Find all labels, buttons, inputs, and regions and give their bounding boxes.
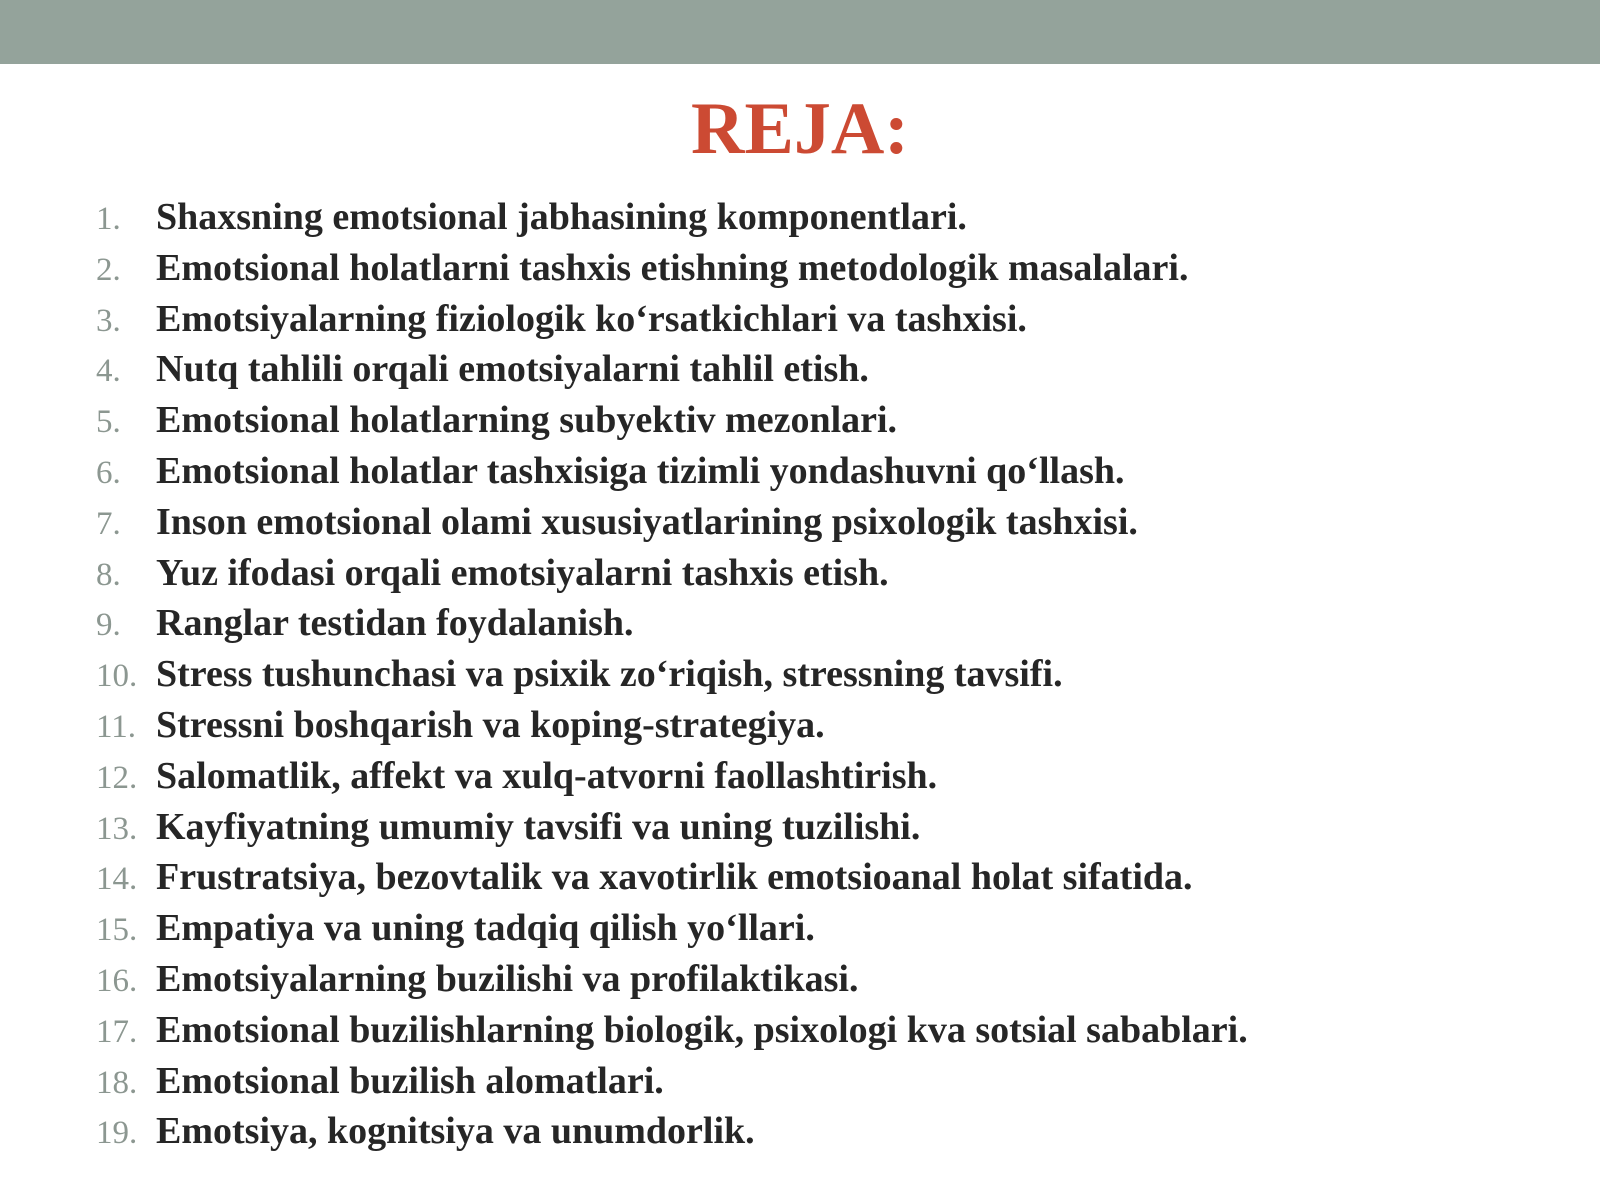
- plan-item-text: Inson emotsional olami xususiyatlarining psixologik tashxisi.: [156, 500, 1138, 543]
- plan-item-text: Shaxsning emotsional jabhasining komponentlari.: [156, 196, 967, 238]
- plan-list: [96, 195, 1556, 1160]
- plan-item-number: 11.: [96, 708, 137, 745]
- plan-item-text: Emotsional holatlarni tashxis etishning metodologik masalalari.: [156, 246, 1189, 289]
- plan-item-text: Emotsional holatlarning subyektiv mezonlari.: [156, 399, 898, 442]
- plan-item-number: 19.: [96, 1115, 138, 1152]
- slide-title: REJA:: [691, 88, 909, 170]
- plan-item-number: 5.: [96, 404, 121, 441]
- plan-item-number: 12.: [96, 759, 138, 796]
- plan-item: [96, 957, 1556, 1008]
- plan-item: [96, 703, 1556, 754]
- plan-item-text: Emotsional holatlar tashxisiga tizimli yondashuvni qo‘llash.: [156, 449, 1125, 492]
- plan-item: [96, 398, 1556, 449]
- plan-item-text: Stressni boshqarish va koping-strategiya.: [156, 703, 825, 746]
- plan-item: [96, 652, 1556, 703]
- plan-item-number: 4.: [96, 353, 121, 390]
- plan-item-text: Emotsiya, kognitsiya va unumdorlik.: [156, 1110, 755, 1153]
- plan-item: [96, 1008, 1556, 1059]
- plan-item: [96, 805, 1556, 856]
- plan-item-number: 7.: [96, 505, 121, 542]
- plan-item: [96, 1109, 1556, 1160]
- plan-item-text: Yuz ifodasi orqali emotsiyalarni tashxis etish.: [156, 551, 889, 594]
- plan-item-text: Emotsiyalarning fiziologik ko‘rsatkichlari va tashxisi.: [156, 297, 1027, 340]
- plan-item: [96, 754, 1556, 805]
- plan-item: [96, 601, 1556, 652]
- plan-item: [96, 855, 1556, 906]
- plan-item: [96, 500, 1556, 551]
- plan-item: [96, 1059, 1556, 1110]
- plan-item: [96, 449, 1556, 500]
- plan-item-number: 13.: [96, 810, 138, 847]
- plan-item-text: Kayfiyatning umumiy tavsifi va uning tuzilishi.: [156, 805, 921, 848]
- plan-item: [96, 246, 1556, 297]
- plan-item-number: 9.: [96, 607, 121, 644]
- plan-item: [96, 195, 1556, 246]
- plan-item: [96, 347, 1556, 398]
- plan-item-number: 18.: [96, 1064, 138, 1101]
- plan-item-text: Emotsional buzilish alomatlari.: [156, 1059, 664, 1102]
- plan-item-text: Emotsional buzilishlarning biologik, psixologi kva sotsial sabablari.: [156, 1008, 1248, 1051]
- plan-item: [96, 906, 1556, 957]
- plan-item-number: 6.: [96, 454, 121, 491]
- plan-item: [96, 551, 1556, 602]
- plan-item-number: 16.: [96, 962, 138, 999]
- plan-item-number: 1.: [96, 201, 121, 237]
- plan-item-text: Stress tushunchasi va psixik zo‘riqish, stressning tavsifi.: [156, 653, 1063, 696]
- plan-item-text: Empatiya va uning tadqiq qilish yo‘llari.: [156, 907, 815, 950]
- plan-item-number: 17.: [96, 1013, 138, 1050]
- plan-item-text: Frustratsiya, bezovtalik va xavotirlik emotsioanal holat sifatida.: [156, 856, 1193, 899]
- plan-item-number: 10.: [96, 658, 138, 695]
- plan-item-number: 15.: [96, 912, 138, 949]
- plan-item-number: 2.: [96, 251, 121, 288]
- plan-item-text: Salomatlik, affekt va xulq-atvorni faollashtirish.: [156, 754, 938, 797]
- header-band: [0, 0, 1600, 64]
- plan-item-number: 14.: [96, 861, 138, 898]
- plan-item-number: 8.: [96, 556, 121, 593]
- plan-item-text: Nutq tahlili orqali emotsiyalarni tahlil etish.: [156, 348, 869, 391]
- plan-item: [96, 297, 1556, 348]
- plan-item-text: Emotsiyalarning buzilishi va profilaktikasi.: [156, 957, 859, 1000]
- plan-item-number: 3.: [96, 302, 121, 339]
- plan-item-text: Ranglar testidan foydalanish.: [156, 602, 634, 645]
